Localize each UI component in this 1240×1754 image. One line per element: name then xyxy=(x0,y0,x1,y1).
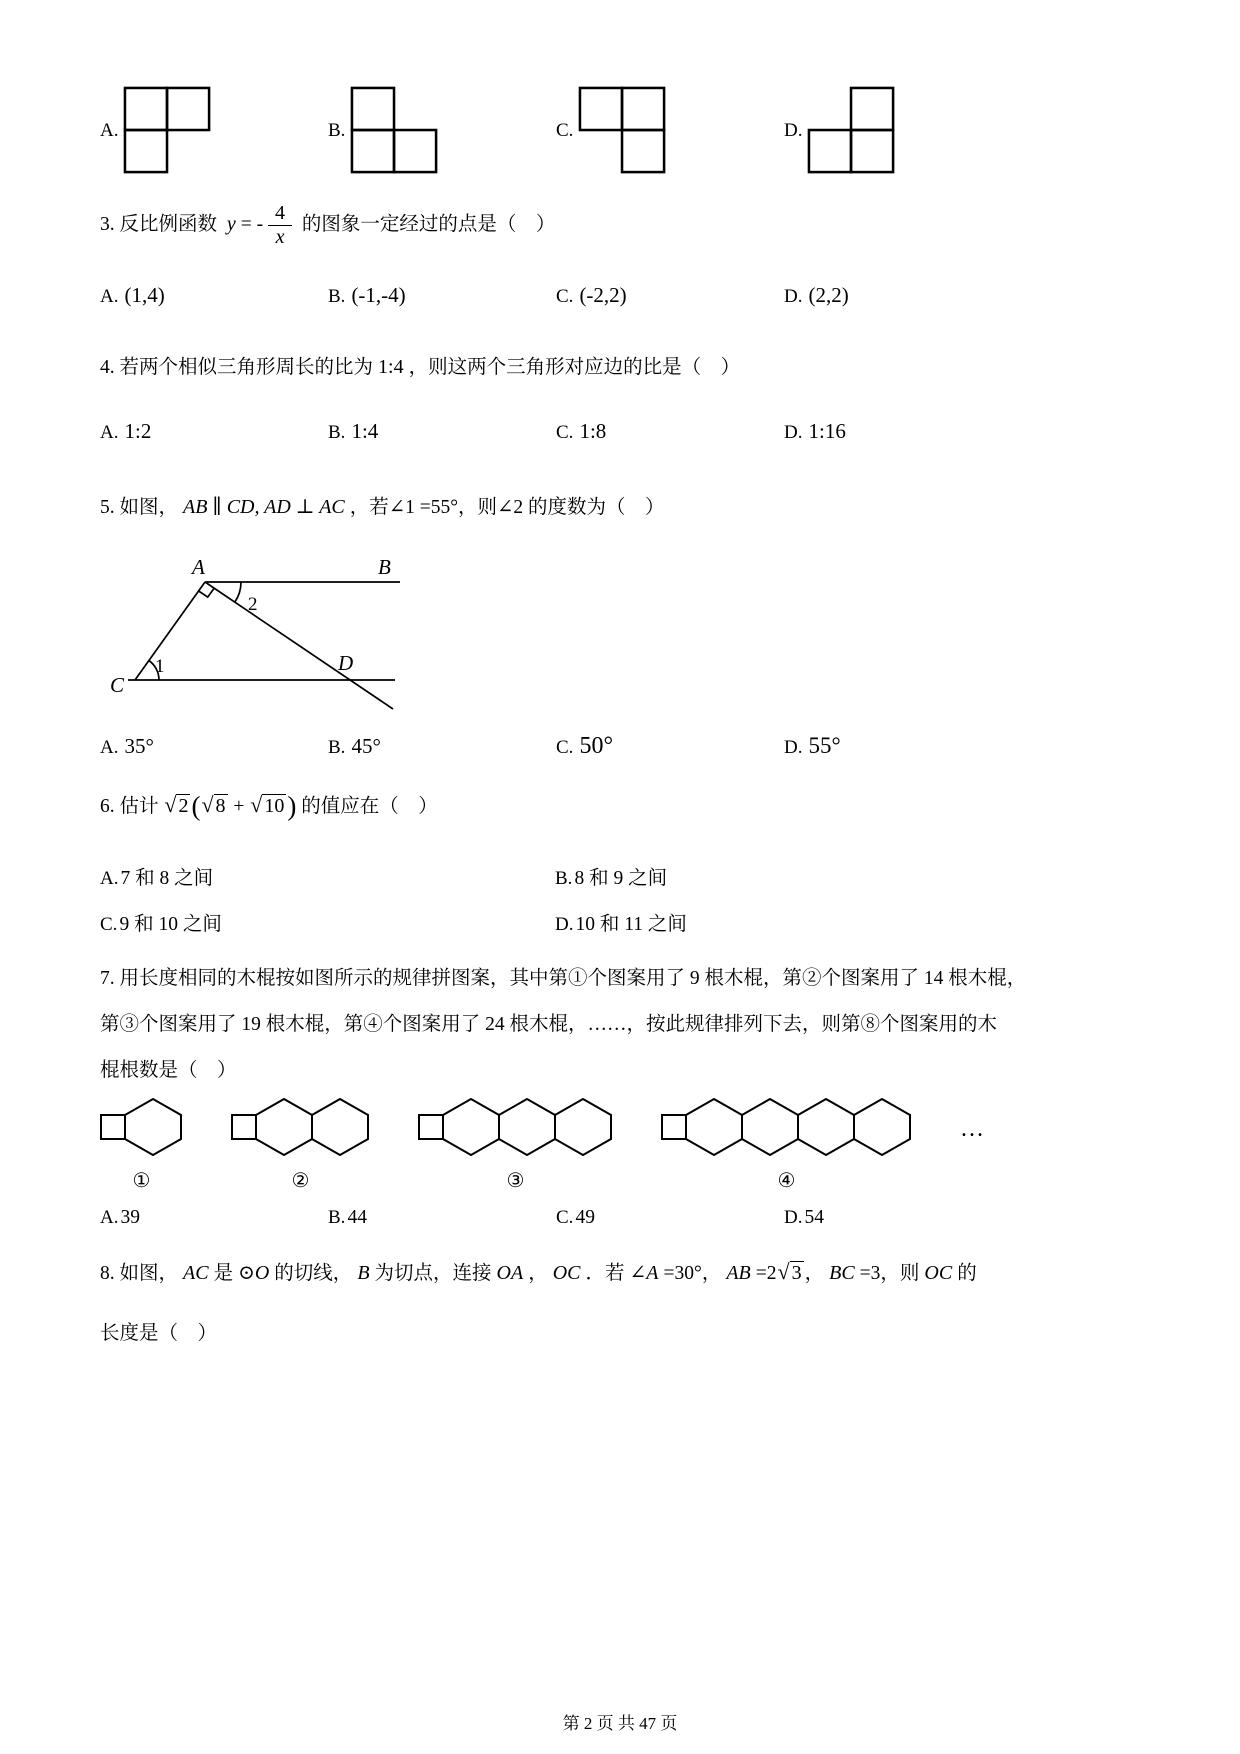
q8-seg-ab: AB xyxy=(726,1262,751,1285)
q7-pattern-4 xyxy=(661,1098,912,1193)
pattern-3-figure xyxy=(418,1098,613,1156)
q6-text-after: 的值应在（ ） xyxy=(301,795,438,817)
q6-option-b: B. 8 和 9 之间 xyxy=(555,868,668,890)
q8-stem-line-1: 8. 如图， AC 是 ⊙O 的切线， B 为切点，连接 OA ， OC ．若 ∠A =30°， AB =2√ 3 ， BC =3，则 OC 的 xyxy=(100,1259,977,1285)
q6-option-a: A. 7 和 8 之间 xyxy=(100,868,214,890)
q7-option-c: C. 49 xyxy=(556,1207,595,1229)
question-6 xyxy=(100,788,1140,936)
q7-option-d: D. 54 xyxy=(784,1207,824,1229)
pattern-1-figure xyxy=(100,1098,183,1156)
question-3 xyxy=(100,202,1140,308)
q6-option-d: D. 10 和 11 之间 xyxy=(555,914,687,936)
q7-stem-line-1: 7. 用长度相同的木棍按如图所示的规律拼图案，其中第①个图案用了 9 根木棍，第②个图案用了 14 根木棍， xyxy=(100,968,1027,990)
q6-open-paren: ( xyxy=(191,790,201,821)
q3-fraction-numerator: 4 xyxy=(268,202,292,226)
q2-option-b xyxy=(328,86,556,176)
q2-option-d xyxy=(784,86,1140,176)
q5-text-before: 5. 如图， xyxy=(100,497,179,519)
q5-figure-label-c: C xyxy=(110,672,125,697)
pattern-ellipsis: … xyxy=(960,1116,986,1143)
q5-geometry-diagram xyxy=(100,552,430,722)
pattern-4-figure xyxy=(661,1098,912,1156)
q7-option-a: A. 39 xyxy=(100,1207,140,1229)
q7-pattern-1 xyxy=(100,1098,183,1193)
q5-figure xyxy=(100,552,1140,727)
q3-fraction xyxy=(268,202,292,249)
q3-stem xyxy=(100,202,1140,249)
q6-close-paren: ) xyxy=(287,790,297,821)
q8-stem-line-2: 长度是（ ） xyxy=(100,1323,218,1345)
q6-stem xyxy=(100,788,1140,824)
q3-equals: = - xyxy=(240,213,264,235)
q7-stem-line-3: 棍根数是（ ） xyxy=(100,1060,237,1082)
tromino-shape-a xyxy=(123,86,213,176)
q8-sqrt-3: √ 3 xyxy=(777,1259,802,1285)
q8-circle-o: ⊙O xyxy=(238,1262,270,1285)
q6-text-before: 6. 估计 xyxy=(100,795,159,817)
q6-sqrt-2: √ 2 xyxy=(164,791,189,817)
q4-text-before: 4. 若两个相似三角形周长的比为 xyxy=(100,357,374,378)
q5-figure-label-b: B xyxy=(378,554,391,579)
q4-ratio: 1:4 xyxy=(378,356,404,378)
q5-figure-angle-1: 1 xyxy=(155,655,165,677)
q2-option-c xyxy=(556,86,784,176)
q7-options xyxy=(100,1207,1140,1229)
q5-option-b: B. 45° xyxy=(328,733,381,758)
q3-option-d: D. (2,2) xyxy=(784,283,849,307)
q7-stem xyxy=(100,956,1140,1094)
q6-plus: + xyxy=(233,795,245,817)
option-label-b: B. xyxy=(328,120,346,141)
q7-pattern-2 xyxy=(231,1098,370,1193)
page-number-footer: 第 2 页 共 47 页 xyxy=(562,1714,678,1733)
q4-options xyxy=(100,419,1140,444)
q5-figure-angle-2: 2 xyxy=(248,593,258,615)
q4-text-after: ，则这两个三角形对应边的比是（ ） xyxy=(408,357,741,378)
q5-option-c: C. 50° xyxy=(556,732,614,759)
q8-seg-oa: OA xyxy=(496,1262,524,1285)
q3-option-c: C. (-2,2) xyxy=(556,283,627,307)
pattern-2-figure xyxy=(231,1098,370,1156)
q8-point-b: B xyxy=(357,1262,370,1285)
q6-options xyxy=(100,862,1140,936)
q4-option-c: C. 1:8 xyxy=(556,419,607,444)
tromino-shape-b xyxy=(350,86,440,176)
q5-stem xyxy=(100,494,1140,521)
q8-seg-bc: BC xyxy=(829,1262,855,1285)
q4-stem xyxy=(100,354,1140,381)
q8-angle-a: ∠A xyxy=(629,1262,659,1285)
q5-option-d: D. 55° xyxy=(784,732,841,758)
q7-pattern-figures xyxy=(100,1098,1140,1193)
q5-figure-label-a: A xyxy=(192,554,205,579)
q3-fraction-denominator: x xyxy=(275,226,285,248)
q8-seg-oc-2: OC xyxy=(924,1262,953,1285)
q3-option-b: B. (-1,-4) xyxy=(328,283,406,307)
q3-text-after: 的图象一定经过的点是（ ） xyxy=(301,213,556,235)
q2-options-row xyxy=(100,0,1140,176)
q3-var-y: y xyxy=(226,212,236,235)
pattern-4-label: ④ xyxy=(777,1170,796,1193)
q4-option-a: A. 1:2 xyxy=(100,419,152,444)
q8-seg-ac: AC xyxy=(183,1262,209,1285)
pattern-1-label: ① xyxy=(132,1170,151,1193)
question-5 xyxy=(100,494,1140,759)
option-label-a: A. xyxy=(100,120,119,141)
q6-sqrt-10: √ 10 xyxy=(250,791,285,817)
q3-option-a: A. (1,4) xyxy=(100,283,165,307)
q5-text-after: ，若∠1 =55°，则∠2 的度数为（ ） xyxy=(349,497,665,519)
pattern-2-label: ② xyxy=(291,1170,310,1193)
q2-option-a xyxy=(100,86,328,176)
q4-option-b: B. 1:4 xyxy=(328,419,379,444)
q5-figure-label-d: D xyxy=(338,650,354,675)
q7-pattern-3 xyxy=(418,1098,613,1193)
option-label-c: C. xyxy=(556,120,574,141)
pattern-3-label: ③ xyxy=(506,1170,525,1193)
q4-option-d: D. 1:16 xyxy=(784,419,846,444)
question-4 xyxy=(100,354,1140,444)
q6-sqrt-8: √ 8 xyxy=(201,791,226,817)
q7-option-b: B. 44 xyxy=(328,1207,367,1229)
option-label-d: D. xyxy=(784,120,803,141)
tromino-shape-d xyxy=(807,86,897,176)
q3-text-before: 3. 反比例函数 xyxy=(100,213,218,235)
question-8 xyxy=(100,1257,1140,1348)
q8-seg-oc: OC xyxy=(552,1262,581,1285)
question-7 xyxy=(100,956,1140,1229)
tromino-shape-c xyxy=(578,86,668,176)
q7-stem-line-2: 第③个图案用了 19 根木棍，第④个图案用了 24 根木棍，……，按此规律排列下去，则第⑧个图案用的木 xyxy=(100,1014,998,1036)
q5-math-relation: AB ∥ CD, AD ⊥ AC xyxy=(183,496,345,519)
q6-option-c: C. 9 和 10 之间 xyxy=(100,914,222,936)
q3-options xyxy=(100,283,1140,308)
q5-option-a: A. 35° xyxy=(100,733,154,758)
q5-options xyxy=(100,733,1140,760)
